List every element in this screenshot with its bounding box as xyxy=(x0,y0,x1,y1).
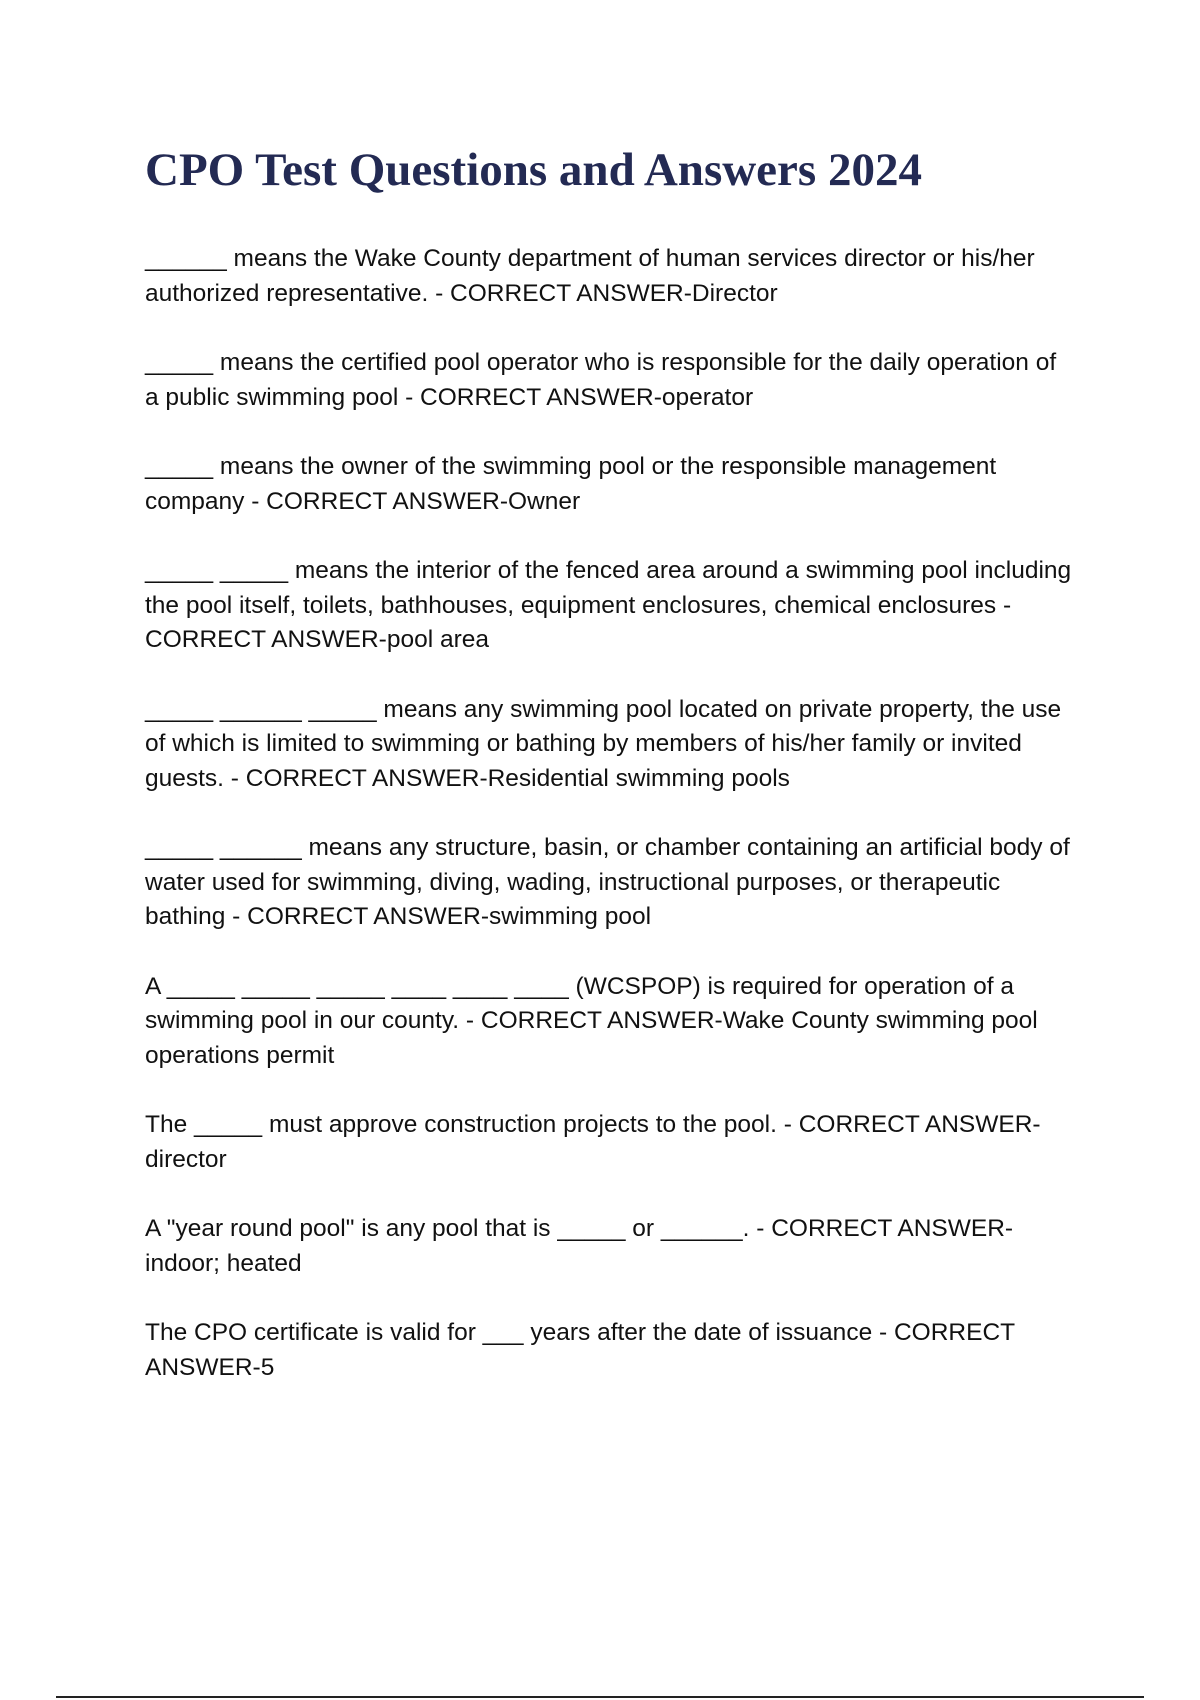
qa-item: _____ means the owner of the swimming pool or the responsible management company - CORRECT ANSWER-Owner xyxy=(145,453,997,515)
qa-item: A _____ _____ _____ ____ ____ ____ (WCSPOP) is required for operation of a swimming pool in our county. - CORRECT ANSWER-Wake County swimming pool operations permit xyxy=(145,972,1038,1069)
qa-list xyxy=(145,242,1075,1420)
page-divider xyxy=(56,1696,1144,1698)
qa-item: _____ means the certified pool operator who is responsible for the daily operation of a public swimming pool - CORRECT ANSWER-operator xyxy=(145,349,1057,411)
qa-item: A "year round pool" is any pool that is _____ or ______. - CORRECT ANSWER-indoor; heated xyxy=(145,1215,1014,1277)
qa-item: _____ ______ _____ means any swimming pool located on private property, the use of which is limited to swimming or bathing by members of his/her family or invited guests. - CORRECT ANSWER-Residential swimming pools xyxy=(145,695,1062,792)
qa-item: _____ ______ means any structure, basin, or chamber containing an artificial body of water used for swimming, diving, wading, instructional purposes, or therapeutic bathing - CORRECT ANSWER-swimming pool xyxy=(145,834,1070,930)
qa-item: The CPO certificate is valid for ___ years after the date of issuance - CORRECT ANSWER-5 xyxy=(145,1319,1015,1381)
qa-item: _____ _____ means the interior of the fenced area around a swimming pool including the pool itself, toilets, bathhouses, equipment enclosures, chemical enclosures - CORRECT ANSWER-pool area xyxy=(145,557,1072,653)
qa-item: The _____ must approve construction projects to the pool. - CORRECT ANSWER-director xyxy=(145,1111,1041,1173)
qa-item: ______ means the Wake County department of human services director or his/her authorized representative. - CORRECT ANSWER-Director xyxy=(145,245,1035,307)
page-title: CPO Test Questions and Answers 2024 xyxy=(145,144,922,196)
